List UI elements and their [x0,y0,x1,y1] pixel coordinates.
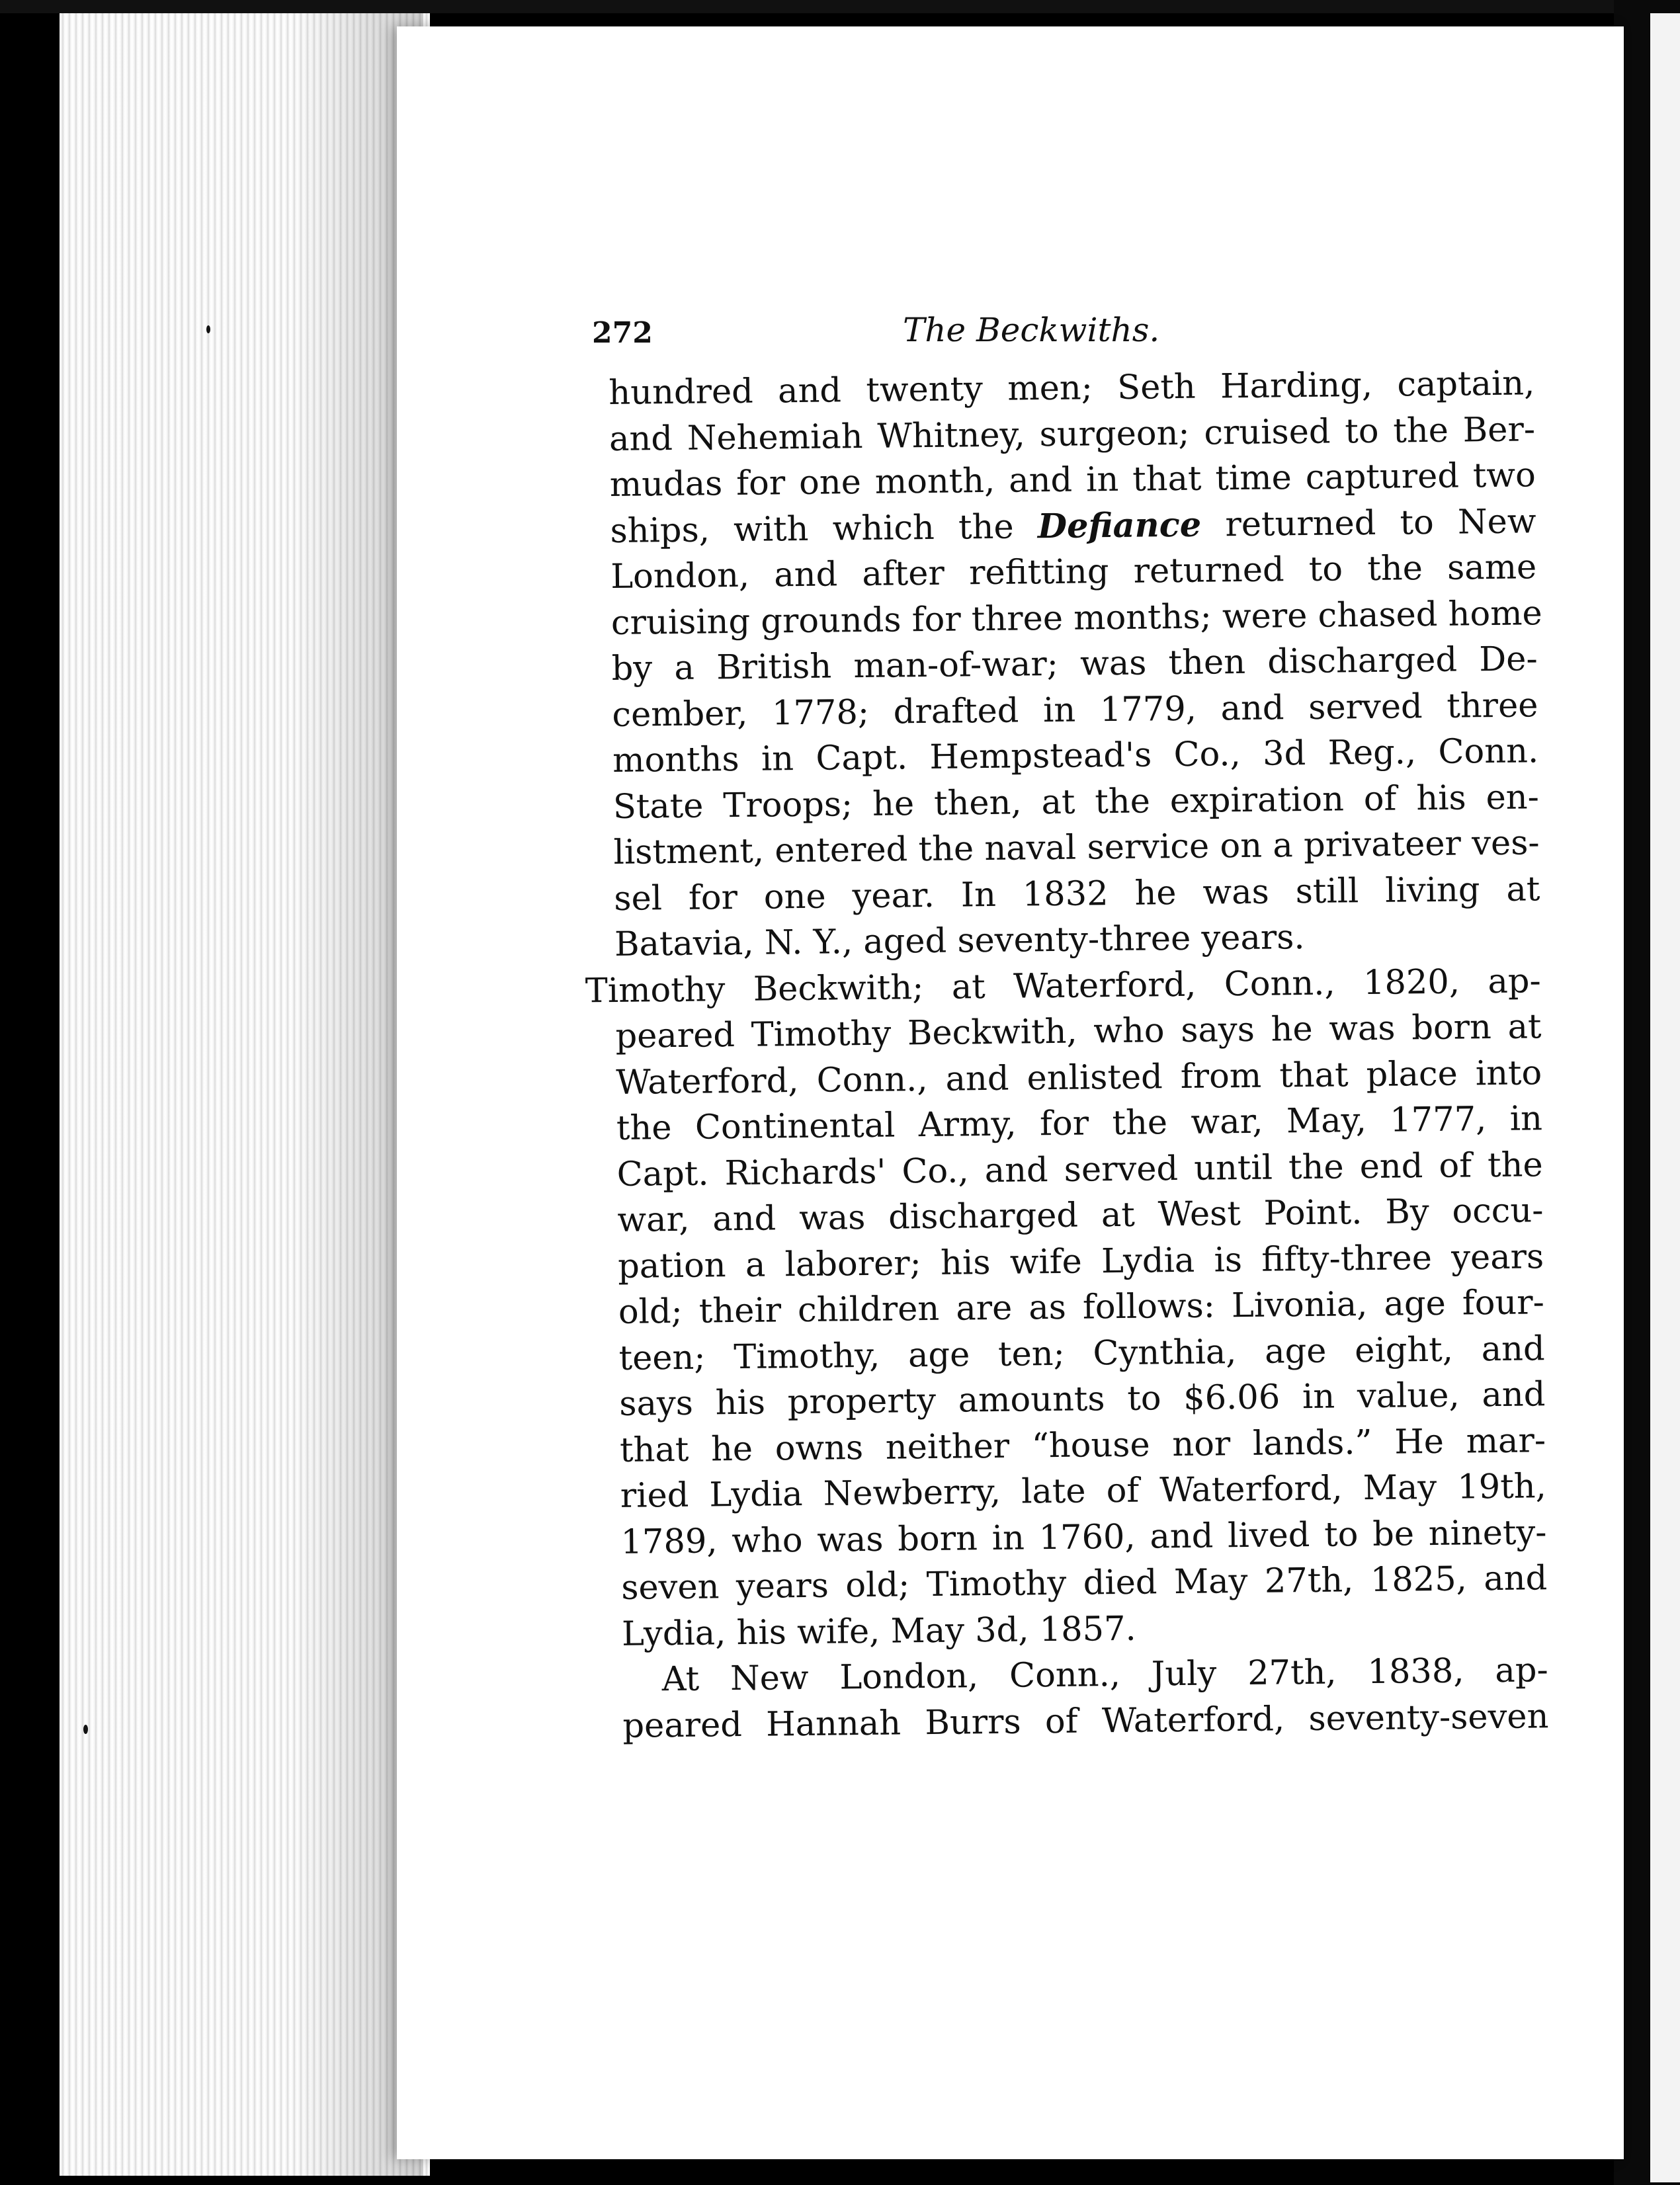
ship-name-italic: Defiance [1037,505,1202,546]
running-title: The Beckwiths. [903,311,1160,349]
scan-top-border [0,0,1680,13]
text-line: months in Capt. Hempstead's Co., 3d Reg., Conn. [612,731,1539,780]
text-line: hundred and twenty men; Seth Harding, captain, [609,364,1535,413]
text-line: seven years old; Timothy died May 27th, 1825, and [620,1559,1548,1608]
text-line: peared Timothy Beckwith, who says he was born at [615,1007,1542,1056]
text-line: war, and was discharged at West Point. By occu- [617,1191,1544,1240]
body-text [585,360,1549,1749]
page-number: 272 [592,316,653,350]
text-line: teen; Timothy, age ten; Cynthia, age eight, and [618,1329,1545,1378]
scan-speck [83,1725,88,1734]
text-line: Lydia, his wife, May 3d, 1857. [621,1609,1137,1654]
facing-page-edge [1650,13,1680,2182]
text-line: says his property amounts to $6.06 in value, and [619,1375,1546,1424]
text-line: Capt. Richards' Co., and served until the end of the [616,1145,1543,1194]
text-line: and Nehemiah Whitney, surgeon; cruised to the Ber- [609,409,1536,459]
text-line: pation a laborer; his wife Lydia is fifty-three years [617,1237,1544,1286]
text-line: listment, entered the naval service on a privateer ves- [613,823,1540,872]
text-line: mudas for one month, and in that time captured two [609,456,1536,505]
text-line: At New London, Conn., July 27th, 1838, ap- [661,1651,1548,1700]
text-line-part: ships, with which the [610,507,1038,551]
scan-speck [206,325,210,333]
text-line: cember, 1778; drafted in 1779, and served three [612,685,1538,735]
text-line: State Troops; he then, at the expiration of his en- [612,777,1540,827]
text-line: Batavia, N. Y., aged seventy-three years. [614,918,1305,964]
text-line-part: returned to New [1200,501,1536,545]
text-line: that he owns neither “house nor lands.” He mar- [619,1421,1546,1470]
text-line: sel for one year. In 1832 he was still living at [614,869,1540,919]
text-line: the Continental Army, for the war, May, 1777, in [616,1099,1543,1148]
text-line: old; their children are as follows: Livonia, age four- [618,1283,1545,1332]
text-line: London, and after refitting returned to the same [610,548,1537,597]
text-line: 1789, who was born in 1760, and lived to be ninety- [620,1512,1547,1562]
text-line: cruising grounds for three months; were chased home [610,593,1542,643]
text-line: Waterford, Conn., and enlisted from that place into [615,1053,1542,1102]
page-header [592,311,1518,357]
text-line: Timothy Beckwith; at Waterford, Conn., 1820, ap- [585,961,1542,1010]
text-line: ried Lydia Newberry, late of Waterford, May 19th, [620,1467,1547,1516]
text-line: peared Hannah Burrs of Waterford, seventy-seven [622,1696,1549,1746]
text-line: by a British man-of-war; was then discharged De- [611,639,1538,688]
